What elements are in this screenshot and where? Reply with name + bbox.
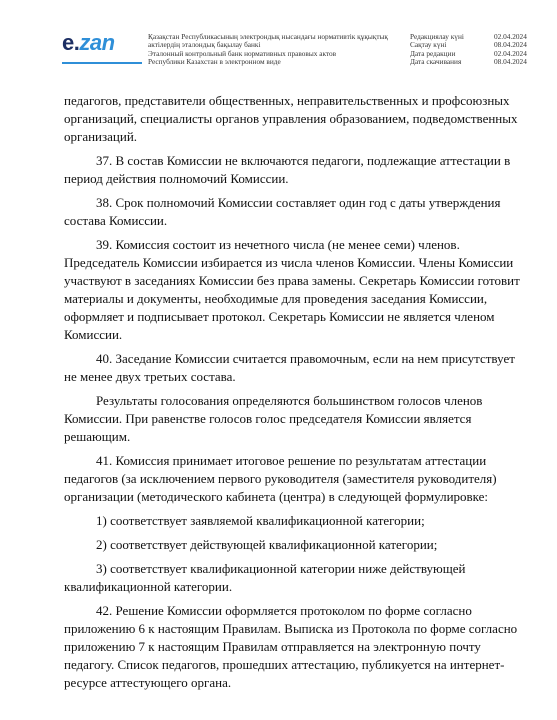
text-line: приложению 6 к настоящим Правилам. Выписка из Протокола по форме согласно (64, 621, 518, 636)
paragraph-continuation (64, 92, 518, 146)
text-line: педагогов (за исключением первого руководителя (заместителя руководителя) (64, 471, 497, 486)
text-line: Комиссии. (64, 327, 123, 342)
header-title-line: Эталонный контрольный банк нормативных правовых актов (148, 48, 337, 58)
text-line: организации (методического кабинета (центра) в следующей формулировке: (64, 489, 489, 504)
text-line: 2) соответствует действующей квалификационной категории; (96, 537, 438, 552)
meta-value: 08.04.2024 (494, 57, 527, 67)
text-line: не менее двух третьих состава. (64, 369, 236, 384)
text-line: педагогу. Список педагогов, прошедших аттестацию, публикуется на интернет- (64, 657, 505, 672)
meta-label: Дата скачивания (410, 57, 462, 67)
list-item-3 (64, 560, 508, 596)
meta-value: 08.04.2024 (494, 40, 527, 50)
text-line: участвуют в заседаниях Комиссии без права замены. Секретарь Комиссии готовит (64, 273, 520, 288)
header-meta (410, 33, 530, 67)
text-line: квалификационной категории. (64, 579, 233, 594)
text-line: приложению 7 к настоящим Правилам отправляется на электронную почту (64, 639, 481, 654)
document-header (0, 0, 557, 80)
document-body (64, 92, 520, 698)
text-line: 38. Срок полномочий Комиссии составляет один год с даты утверждения (96, 195, 501, 210)
text-line: Комиссии. При равенстве голосов голос председателя Комиссии является (64, 411, 472, 426)
text-line: 3) соответствует квалификационной категории ниже действующей (96, 561, 466, 576)
text-line: педагогов, представители общественных, неправительственных и профсоюзных (64, 93, 510, 108)
text-line: 42. Решение Комиссии оформляется протоколом по форме согласно (96, 603, 472, 618)
text-line: организаций, специалисты органов управления образованием, подведомственных (64, 111, 518, 126)
meta-value: 02.04.2024 (494, 48, 527, 58)
paragraph-41 (64, 452, 508, 506)
text-line: период действия полномочий Комиссии. (64, 171, 289, 186)
header-title-line: Қазақстан Республикасының электрондық нысандағы нормативтік құқықтық (148, 32, 388, 41)
header-title-line: актілердің эталондық бақылау банкі (148, 40, 261, 50)
text-line: 37. В состав Комиссии не включаются педагоги, подлежащие аттестации в (96, 153, 511, 168)
list-item-2 (64, 536, 508, 554)
text-line: материалы и документы, необходимые для проведения заседания Комиссии, (64, 291, 488, 306)
logo-underline (62, 62, 142, 64)
text-line: 40. Заседание Комиссии считается правомочным, если на нем присутствует (96, 351, 515, 366)
paragraph-40 (64, 350, 515, 386)
header-title (148, 33, 388, 67)
text-line: 39. Комиссия состоит из нечетного числа (не менее семи) членов. (96, 237, 460, 252)
paragraph-voting (64, 392, 508, 446)
text-line: состава Комиссии. (64, 213, 168, 228)
paragraph-42 (64, 602, 518, 692)
text-line: организаций. (64, 129, 138, 144)
logo-e: e (62, 30, 74, 55)
text-line: ресурсе аттестующего органа. (64, 675, 232, 690)
meta-label: Дата редакции (410, 48, 456, 58)
text-line: 1) соответствует заявляемой квалификационной категории; (96, 513, 425, 528)
ezan-logo[interactable] (62, 30, 115, 56)
list-item-1 (64, 512, 508, 530)
paragraph-39 (64, 236, 520, 344)
meta-row (410, 58, 530, 66)
meta-value: 02.04.2024 (494, 32, 527, 41)
logo-dot: . (73, 30, 80, 55)
header-title-line: Республики Казахстан в электронном виде (148, 57, 281, 67)
text-line: Председатель Комиссии избирается из числа членов Комиссии. Члены Комиссии (64, 255, 514, 270)
logo-zan: zan (79, 30, 115, 55)
meta-label: Сақтау күні (410, 40, 447, 50)
meta-label: Редакциялау күні (410, 32, 464, 41)
paragraph-38 (64, 194, 508, 230)
paragraph-37 (64, 152, 511, 188)
text-line: оформляет и подписывает протокол. Секретарь Комиссии не является членом (64, 309, 495, 324)
text-line: Результаты голосования определяются большинством голосов членов (96, 393, 483, 408)
text-line: 41. Комиссия принимает итоговое решение по результатам аттестации (96, 453, 487, 468)
text-line: решающим. (64, 429, 131, 444)
